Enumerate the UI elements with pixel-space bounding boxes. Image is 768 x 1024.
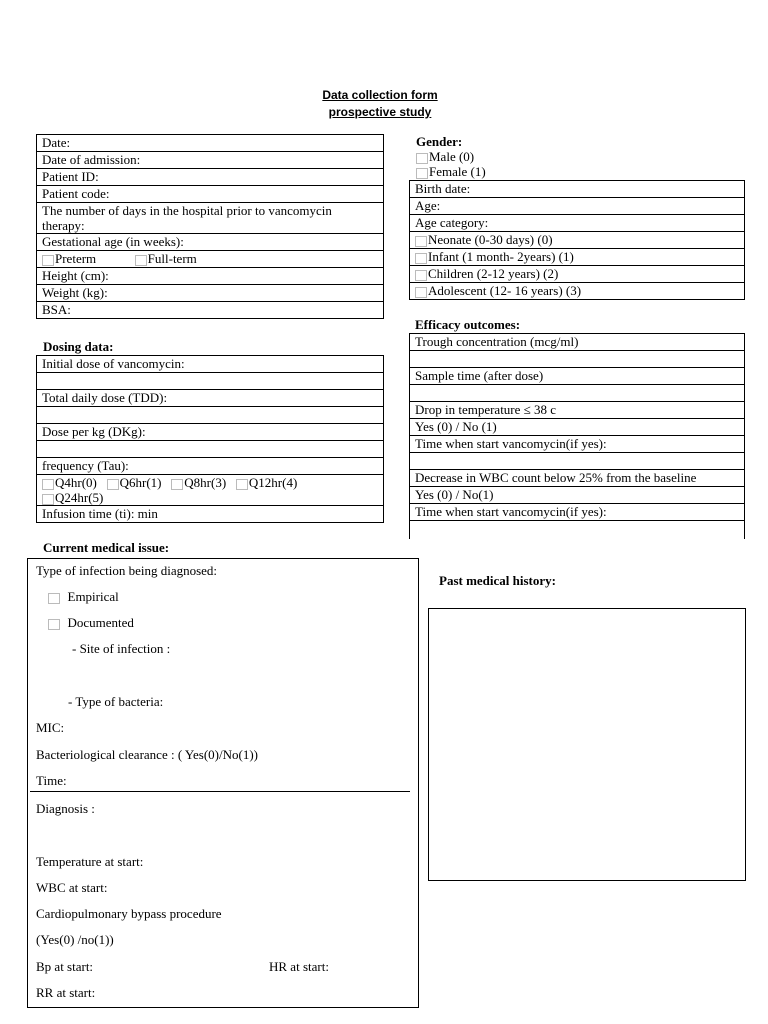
temp-drop-yesno[interactable]: Yes (0) / No (1) xyxy=(410,419,745,436)
q24-label: Q24hr(5) xyxy=(55,490,104,505)
wbc-time-input[interactable] xyxy=(410,521,745,540)
birth-date-field[interactable]: Birth date: xyxy=(410,181,745,198)
bsa-field[interactable]: BSA: xyxy=(37,302,384,319)
infant-option xyxy=(410,249,745,266)
admission-date-field[interactable]: Date of admission: xyxy=(37,152,384,169)
neonate-option xyxy=(410,232,745,249)
patient-info-table xyxy=(36,134,384,319)
children-option xyxy=(410,266,745,283)
dosing-table xyxy=(36,355,384,523)
frequency-label: frequency (Tau): xyxy=(37,458,384,475)
weight-field[interactable]: Weight (kg): xyxy=(37,285,384,302)
infection-type-label: Type of infection being diagnosed: xyxy=(36,563,218,578)
tdd-input[interactable] xyxy=(37,407,384,424)
neonate-label: Neonate (0-30 days) (0) xyxy=(428,232,553,247)
efficacy-table xyxy=(409,333,745,539)
diagnosis-field[interactable]: Diagnosis : xyxy=(36,801,95,816)
initial-dose-label: Initial dose of vancomycin: xyxy=(37,356,384,373)
cardiopulmonary-yesno[interactable]: (Yes(0) /no(1)) xyxy=(36,932,114,947)
male-checkbox[interactable] xyxy=(416,153,428,164)
fullterm-label: Full-term xyxy=(147,251,197,266)
sample-time-input[interactable] xyxy=(410,385,745,402)
form-title: Data collection form xyxy=(322,88,438,102)
term-options xyxy=(37,251,384,268)
height-field[interactable]: Height (cm): xyxy=(37,268,384,285)
age-table xyxy=(409,180,745,300)
gestational-age-field[interactable]: Gestational age (in weeks): xyxy=(37,234,384,251)
female-option xyxy=(416,164,486,180)
female-checkbox[interactable] xyxy=(416,168,428,179)
documented-checkbox[interactable] xyxy=(48,619,60,630)
current-issue-heading: Current medical issue: xyxy=(43,540,170,555)
adolescent-checkbox[interactable] xyxy=(415,287,427,298)
infant-checkbox[interactable] xyxy=(415,253,427,264)
bacteria-type-field[interactable]: - Type of bacteria: xyxy=(68,694,164,709)
female-label: Female (1) xyxy=(429,164,486,179)
preterm-label: Preterm xyxy=(55,251,97,266)
divider xyxy=(30,791,410,792)
q8-checkbox[interactable] xyxy=(171,479,183,490)
fullterm-checkbox[interactable] xyxy=(135,255,147,266)
patient-code-field[interactable]: Patient code: xyxy=(37,186,384,203)
q8-label: Q8hr(3) xyxy=(184,475,227,490)
documented-label: Documented xyxy=(67,615,134,630)
age-field[interactable]: Age: xyxy=(410,198,745,215)
past-history-heading: Past medical history: xyxy=(439,573,556,588)
bp-start-field[interactable]: Bp at start: xyxy=(36,959,94,974)
infant-label: Infant (1 month- 2years) (1) xyxy=(428,249,574,264)
initial-dose-input[interactable] xyxy=(37,373,384,390)
temperature-start-field[interactable]: Temperature at start: xyxy=(36,854,144,869)
wbc-decrease-label: Decrease in WBC count below 25% from the baseline xyxy=(410,470,745,487)
wbc-start-field[interactable]: WBC at start: xyxy=(36,880,108,895)
adolescent-label: Adolescent (12- 16 years) (3) xyxy=(428,283,582,298)
form-subtitle: prospective study xyxy=(328,105,432,119)
days-prior-label-1: The number of days in the hospital prior to vancomycin xyxy=(42,203,332,218)
infusion-time-field[interactable]: Infusion time (ti): min xyxy=(37,506,384,523)
trough-label: Trough concentration (mcg/ml) xyxy=(410,334,745,351)
q4-checkbox[interactable] xyxy=(42,479,54,490)
mic-field[interactable]: MIC: xyxy=(36,720,65,735)
temp-drop-time[interactable]: Time when start vancomycin(if yes): xyxy=(410,436,745,453)
days-prior-label-2: therapy: xyxy=(42,218,85,233)
days-prior-field[interactable] xyxy=(37,203,384,234)
hr-start-field[interactable]: HR at start: xyxy=(269,959,329,974)
temp-drop-label: Drop in temperature ≤ 38 c xyxy=(410,402,745,419)
dosing-heading: Dosing data: xyxy=(43,339,114,354)
male-label: Male (0) xyxy=(429,149,475,164)
preterm-checkbox[interactable] xyxy=(42,255,54,266)
efficacy-heading: Efficacy outcomes: xyxy=(415,317,521,332)
gender-heading: Gender: xyxy=(416,134,463,149)
empirical-option xyxy=(48,589,119,605)
clearance-field[interactable]: Bacteriological clearance : ( Yes(0)/No(1)) xyxy=(36,747,258,762)
male-option xyxy=(416,149,474,165)
sample-time-label: Sample time (after dose) xyxy=(410,368,745,385)
q4-label: Q4hr(0) xyxy=(55,475,97,490)
past-history-box[interactable] xyxy=(428,608,746,881)
q24-checkbox[interactable] xyxy=(42,494,54,505)
documented-option xyxy=(48,615,134,631)
site-of-infection-field[interactable]: - Site of infection : xyxy=(72,641,171,656)
children-label: Children (2-12 years) (2) xyxy=(428,266,559,281)
wbc-time[interactable]: Time when start vancomycin(if yes): xyxy=(410,504,745,521)
q6-checkbox[interactable] xyxy=(107,479,119,490)
children-checkbox[interactable] xyxy=(415,270,427,281)
dkg-input[interactable] xyxy=(37,441,384,458)
trough-input[interactable] xyxy=(410,351,745,368)
time-field[interactable]: Time: xyxy=(36,773,67,788)
empirical-checkbox[interactable] xyxy=(48,593,60,604)
age-category-label: Age category: xyxy=(410,215,745,232)
q12-label: Q12hr(4) xyxy=(248,475,298,490)
q6-label: Q6hr(1) xyxy=(119,475,162,490)
wbc-decrease-yesno[interactable]: Yes (0) / No(1) xyxy=(410,487,745,504)
empirical-label: Empirical xyxy=(67,589,119,604)
cardiopulmonary-label: Cardiopulmonary bypass procedure xyxy=(36,906,222,921)
adolescent-option xyxy=(410,283,745,300)
tdd-label: Total daily dose (TDD): xyxy=(37,390,384,407)
q12-checkbox[interactable] xyxy=(236,479,248,490)
temp-drop-time-input[interactable] xyxy=(410,453,745,470)
date-field[interactable]: Date: xyxy=(37,135,384,152)
neonate-checkbox[interactable] xyxy=(415,236,427,247)
frequency-options xyxy=(37,475,384,506)
rr-start-field[interactable]: RR at start: xyxy=(36,985,96,1000)
patient-id-field[interactable]: Patient ID: xyxy=(37,169,384,186)
current-issue-box xyxy=(27,558,419,1008)
dkg-label: Dose per kg (DKg): xyxy=(37,424,384,441)
